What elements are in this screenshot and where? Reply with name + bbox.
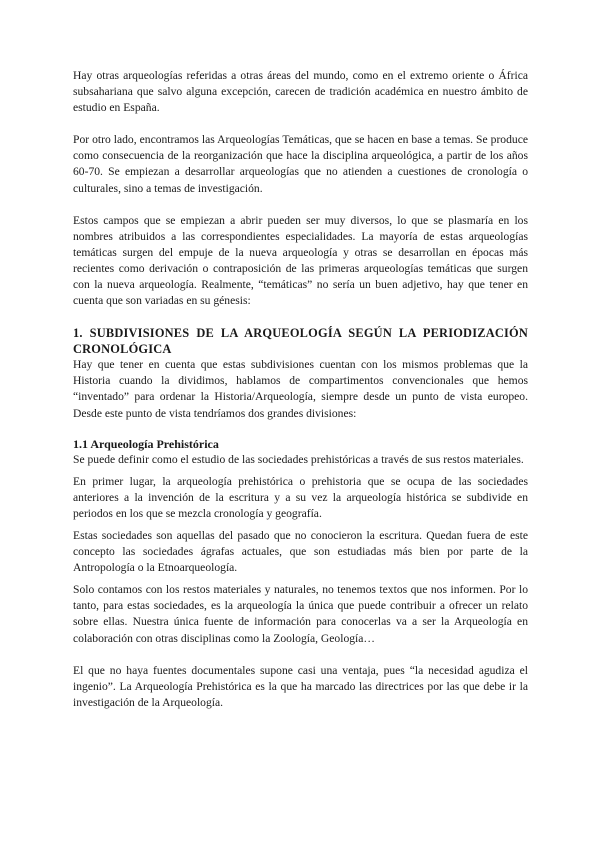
paragraph-no-documentary-sources: El que no haya fuentes documentales supone casi una ventaja, pues “la necesidad agudiza el ingenio”. La Arqueología Prehistórica es la que ha marcado las directrices por las que debe ir la investigación de la Arqueología. — [73, 663, 528, 709]
paragraph-other-archaeologies: Hay otras arqueologías referidas a otras áreas del mundo, como en el extremo oriente o África subsahariana que salvo alguna excepción, carecen de tradición académica en nuestro ámbito de estudio en España. — [73, 69, 528, 115]
paragraph-prehistoric-definition: Se puede definir como el estudio de las sociedades prehistóricas a través de sus restos materiales. — [73, 452, 524, 466]
paragraph-prehistoric-first: En primer lugar, la arqueología prehistórica o prehistoria que se ocupa de las sociedades anteriores a la invención de la escritura y a su vez la arqueología histórica se subdivide en periodos en los que se mezcla cronología y geografía. — [73, 474, 528, 520]
paragraph-thematic-archaeologies: Por otro lado, encontramos las Arqueologías Temáticas, que se hacen en base a temas. Se produce como consecuencia de la reorganización que hace la disciplina arqueológica, a partir de los años 60-70. Se empiezan a desarrollar arqueologías que no atienden a cuestiones de cronología o culturales, sino a temas de investigación. — [73, 133, 528, 195]
paragraph-fields-diversity: Estos campos que se empiezan a abrir pueden ser muy diversos, lo que se plasmaría en los nombres atribuidos a las correspondientes especialidades. La mayoría de estas arqueologías temáticas surgen del empuje de la nueva arqueología y otras se desarrollan en épocas más recientes como derivación o contraposición de las primeras arqueologías temáticas que surgen con la nueva arqueología. Realmente, “temáticas” no sería un buen adjetivo, hay que tener en cuenta que son variadas en su génesis: — [73, 213, 528, 308]
paragraph-material-remains: Solo contamos con los restos materiales y naturales, no tenemos textos que nos informen. Por lo tanto, para estas sociedades, es la arqueología la única que puede contribuir a ofrecer un relato sobre ellas. Nuestra única fuente de información para conocerlas va a ser la Arqueología en colaboración con otras disciplinas como la Zoología, Geología… — [73, 583, 528, 645]
document-page — [73, 68, 528, 711]
section-heading-chronological-subdivisions: 1. SUBDIVISIONES DE LA ARQUEOLOGÍA SEGÚN LA PERIODIZACIÓN CRONOLÓGICA — [73, 326, 528, 357]
paragraph-subdivisions-intro: Hay que tener en cuenta que estas subdivisiones cuentan con los mismos problemas que la Historia cuando la dividimos, hablamos de compartimentos convencionales que hemos “inventado” para ordenar la Historia/Arqueología, siempre desde un punto de vista europeo. Desde este punto de vista tendríamos dos grandes divisiones: — [73, 358, 528, 420]
subsection-heading-prehistoric-archaeology: 1.1 Arqueología Prehistórica — [73, 436, 219, 451]
paragraph-prehistoric-societies: Estas sociedades son aquellas del pasado que no conocieron la escritura. Quedan fuera de este concepto las sociedades ágrafas actuales, que son estudiadas más bien por parte de la Antropología o la Etnoarqueología. — [73, 528, 528, 575]
